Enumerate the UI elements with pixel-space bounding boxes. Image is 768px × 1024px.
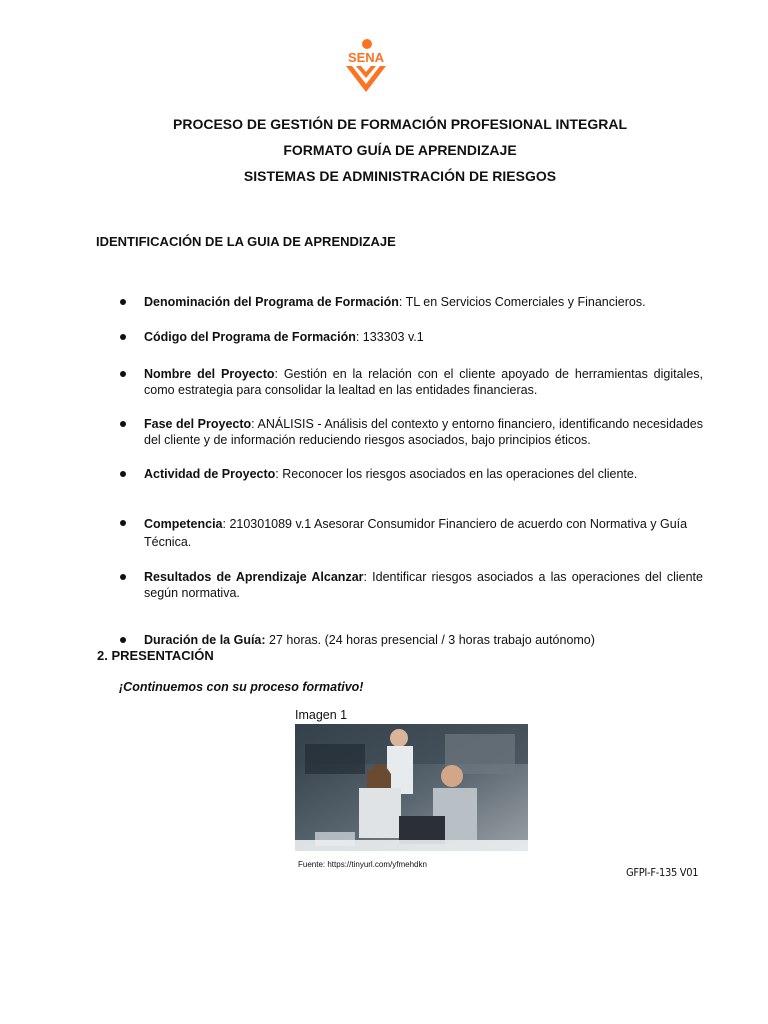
item-label: Código del Programa de Formación (144, 330, 356, 344)
item-value: : TL en Servicios Comerciales y Financieros. (398, 295, 646, 309)
bullet-icon (120, 471, 126, 477)
figure-source: Fuente: https://tinyurl.com/yfmehdkn (298, 860, 427, 869)
bullet-icon (120, 520, 126, 526)
item-label: Competencia (144, 517, 223, 531)
header-line-1: PROCESO DE GESTIÓN DE FORMACIÓN PROFESIONAL INTEGRAL (173, 116, 627, 132)
document-code: GFPI-F-135 V01 (626, 866, 699, 879)
item-value: : Reconocer los riesgos asociados en las operaciones del cliente. (275, 467, 638, 481)
bullet-icon (120, 637, 126, 643)
logo-head (362, 39, 372, 49)
item-label: Nombre del Proyecto (144, 367, 275, 381)
presentation-intro: ¡Continuemos con su proceso formativo! (119, 680, 364, 694)
list-item (118, 466, 703, 482)
list-item (118, 569, 703, 601)
bullet-icon (120, 371, 126, 377)
item-label: Denominación del Programa de Formación (144, 295, 399, 309)
item-value: 27 horas. (24 horas presencial / 3 horas trabajo autónomo) (265, 633, 595, 647)
header-line-2: FORMATO GUÍA DE APRENDIZAJE (283, 142, 517, 158)
item-value: : 133303 v.1 (355, 330, 424, 344)
bullet-icon (120, 421, 126, 427)
header-line-3: SISTEMAS DE ADMINISTRACIÓN DE RIESGOS (243, 168, 557, 184)
sena-logo (336, 36, 396, 96)
bullet-icon (120, 299, 126, 305)
item-value: : Gestión en la relación con el cliente apoyado de herramientas digitales, como estrategia para consolidar la lealtad en las entidades financieras. (144, 367, 704, 397)
section-identification-title: IDENTIFICACIÓN DE LA GUIA DE APRENDIZAJE (96, 234, 396, 249)
item-value: : ANÁLISIS - Análisis del contexto y entorno financiero, identificando necesidades del cliente y de información reduciendo riesgos asociados, bajo principios éticos. (144, 417, 703, 447)
item-value: : Identificar riesgos asociados a las operaciones del cliente según normativa. (144, 570, 703, 600)
list-item (118, 366, 703, 398)
item-label: Fase del Proyecto (144, 417, 252, 431)
list-item (118, 632, 703, 648)
list-item (118, 294, 703, 310)
logo-text: SENA (347, 50, 385, 65)
item-label: Actividad de Proyecto (144, 467, 276, 481)
section-presentation-title: 2. PRESENTACIÓN (97, 648, 214, 663)
list-item (118, 515, 703, 551)
list-item (118, 416, 703, 448)
list-item (118, 329, 703, 345)
office-team-photo (295, 724, 528, 851)
bullet-icon (120, 574, 126, 580)
item-label: Duración de la Guía: (144, 633, 266, 647)
logo-mark (346, 66, 386, 92)
figure-label: Imagen 1 (295, 708, 348, 722)
item-label: Resultados de Aprendizaje Alcanzar (144, 570, 364, 584)
item-value: : 210301089 v.1 Asesorar Consumidor Financiero de acuerdo con Normativa y Guía Técnica. (144, 517, 688, 549)
bullet-icon (120, 334, 126, 340)
